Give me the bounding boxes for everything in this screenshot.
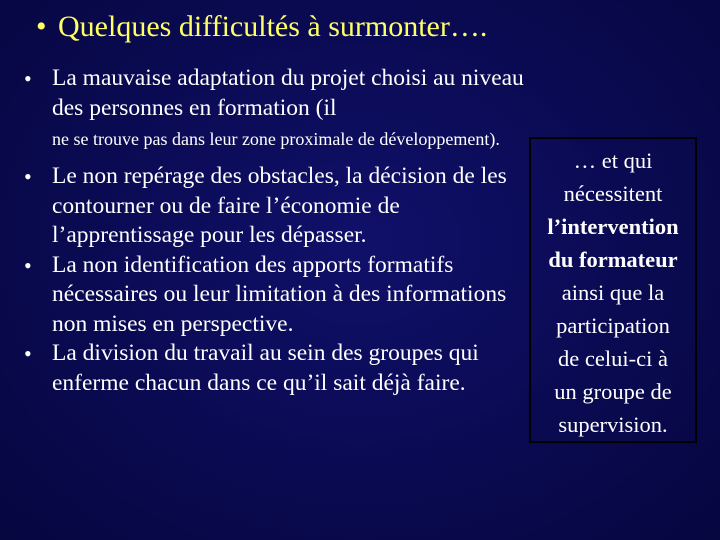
bullet-text: La non identification des apports formatifs nécessaires ou leur limitation à des informations non mises en perspective. — [52, 251, 507, 337]
bullet-item — [22, 251, 527, 340]
slide-title — [36, 10, 487, 44]
side-note-line: nécessitent — [563, 181, 663, 206]
bullet-text: La mauvaise adaptation du projet choisi au niveau des personnes en formation (il — [52, 65, 524, 121]
bullet-text: Le non repérage des obstacles, la décision de les contourner ou de faire l’économie de l’apprentissage pour les dépasser. — [52, 163, 507, 248]
side-note-emphasis: l’intervention — [547, 214, 679, 239]
title-text: Quelques difficultés à surmonter…. — [58, 10, 488, 43]
bullet-item — [22, 162, 527, 251]
bullet-list — [22, 64, 527, 398]
side-note-emphasis: du formateur — [548, 247, 678, 272]
side-note-line: participation — [556, 313, 670, 338]
side-note-box — [529, 137, 697, 443]
side-note-line: … et qui — [573, 148, 653, 173]
side-note-line: supervision. — [558, 412, 668, 437]
bullet-marker: • — [24, 164, 32, 189]
side-note-line: un groupe de — [554, 379, 672, 404]
side-note-line: de celui-ci à — [558, 346, 668, 371]
bullet-subtext: ne se trouve pas dans leur zone proximale de développement). — [52, 129, 500, 149]
bullet-marker: • — [24, 66, 32, 91]
bullet-text: La division du travail au sein des groupes qui enferme chacun dans ce qu’il sait déjà faire. — [52, 340, 479, 396]
title-bullet: • — [36, 10, 47, 43]
bullet-marker: • — [24, 252, 32, 278]
side-note-line: ainsi que la — [561, 280, 665, 305]
bullet-item — [22, 339, 527, 398]
bullet-item — [22, 64, 527, 152]
bullet-marker: • — [24, 341, 32, 366]
